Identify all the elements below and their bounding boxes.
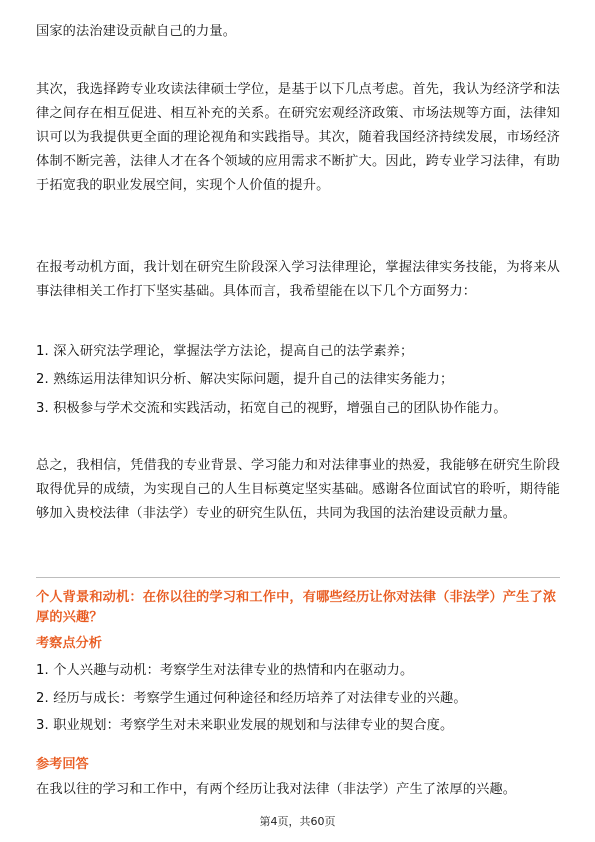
analysis-point: 3. 职业规划：考察学生对未来职业发展的规划和与法律专业的契合度。 (36, 718, 454, 733)
interview-question: 个人背景和动机：在你以往的学习和工作中，有哪些经历让你对法律（非法学）产生了浓厚的兴趣？ (36, 590, 557, 625)
paragraph-motivation: 在报考动机方面，我计划在研究生阶段深入学习法律理论，掌握法律实务技能，为将来从事法律相关工作打下坚实基础。具体而言，我希望能在以下几个方面努力： (36, 260, 560, 299)
paragraph-intro-end: 国家的法治建设贡献自己的力量。 (36, 24, 237, 39)
reference-heading: 参考回答 (36, 757, 89, 772)
list-item: 3. 积极参与学术交流和实践活动，拓宽自己的视野，增强自己的团队协作能力。 (36, 401, 507, 416)
list-item: 1. 深入研究法学理论，掌握法学方法论，提高自己的法学素养； (36, 344, 414, 359)
page-number: 第4页，共60页 (259, 815, 336, 828)
analysis-point: 1. 个人兴趣与动机：考察学生对法律专业的热情和内在驱动力。 (36, 663, 414, 678)
paragraph-conclusion: 总之，我相信，凭借我的专业背景、学习能力和对法律事业的热爱，我能够在研究生阶段取得优异的成绩，为实现自己的人生目标奠定坚实基础。感谢各位面试官的聆听，期待能够加入贵校法律（非法学）专业的研究生队伍，共同为我国的法治建设贡献力量。 (36, 458, 560, 521)
analysis-heading: 考察点分析 (36, 636, 102, 651)
paragraph-reasons: 其次，我选择跨专业攻读法律硕士学位，是基于以下几点考虑。首先，我认为经济学和法律之间存在相互促进、相互补充的关系。在研究宏观经济政策、市场法规等方面，法律知识可以为我提供更全面的理论视角和实践指导。其次，随着我国经济持续发展，市场经济体制不断完善，法律人才在各个领域的应用需求不断扩大。因此，跨专业学习法律，有助于拓宽我的职业发展空间，实现个人价值的提升。 (36, 82, 560, 193)
list-item: 2. 熟练运用法律知识分析、解决实际问题，提升自己的法律实务能力； (36, 372, 454, 387)
analysis-point: 2. 经历与成长：考察学生通过何种途径和经历培养了对法律专业的兴趣。 (36, 691, 467, 706)
section-divider (36, 577, 560, 578)
reference-answer: 在我以往的学习和工作中，有两个经历让我对法律（非法学）产生了浓厚的兴趣。 (36, 782, 517, 797)
